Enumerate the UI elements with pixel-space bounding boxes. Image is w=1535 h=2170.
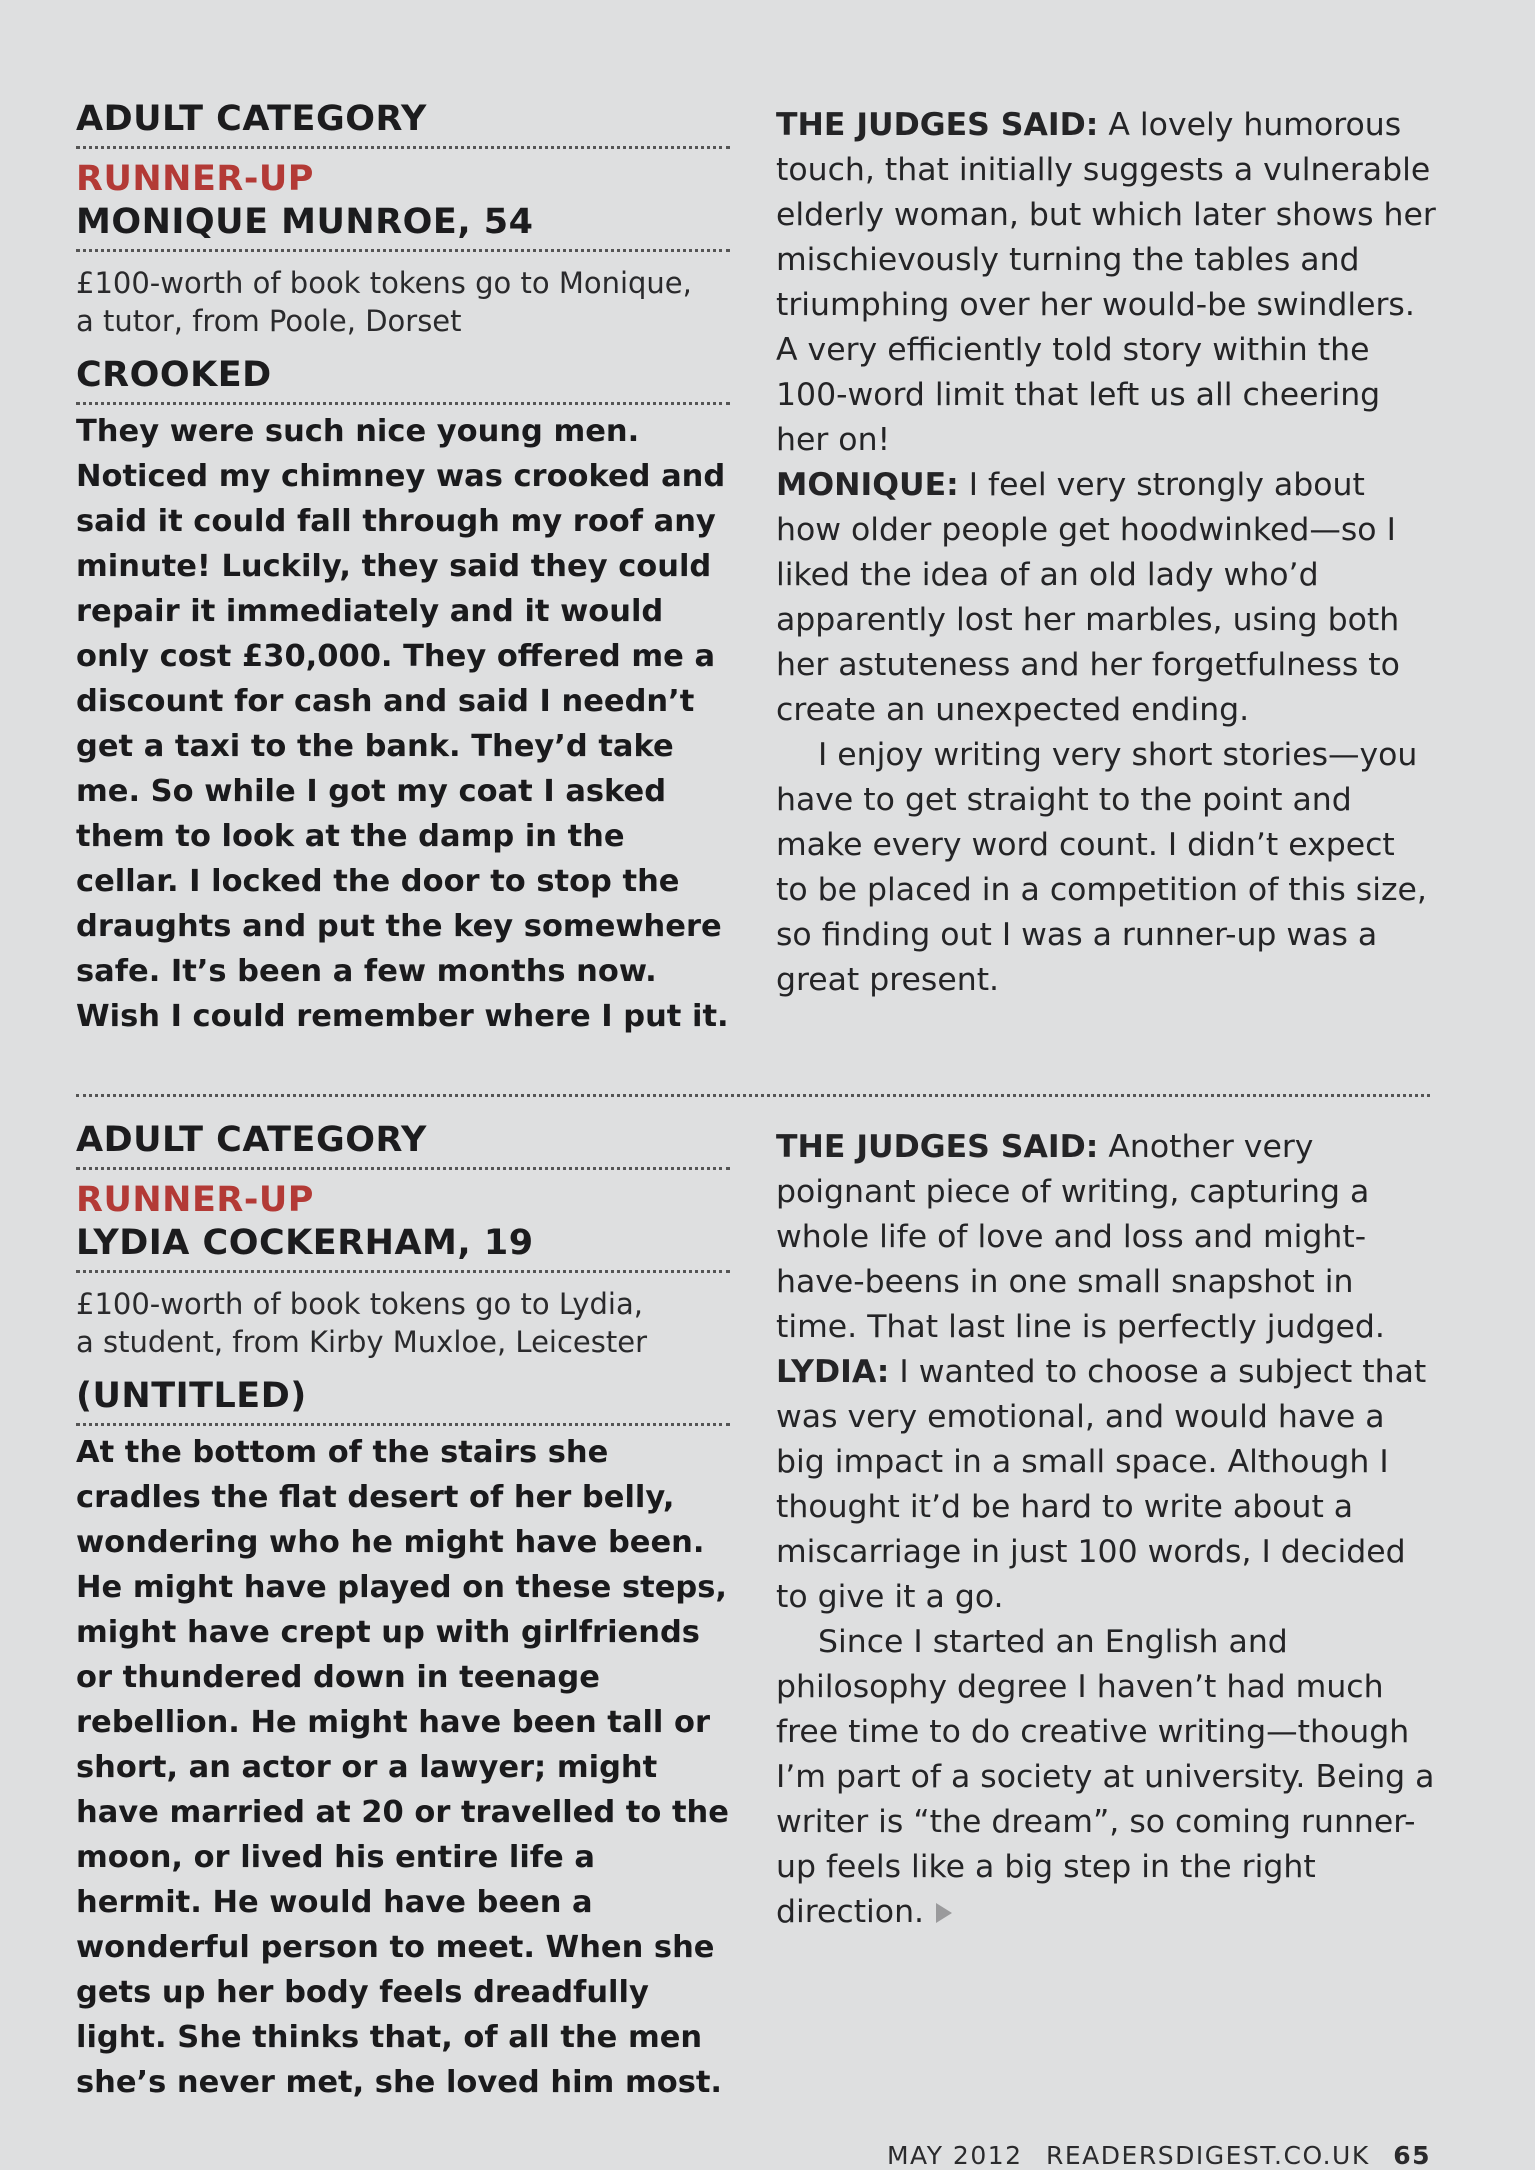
footer-site: READERSDIGEST.CO.UK (1046, 2141, 1370, 2170)
entry2-category: ADULT CATEGORY (76, 1119, 730, 1170)
entry1-judges-comment (776, 103, 1436, 463)
entry1-story-text: They were such nice young men. Noticed my chimney was crooked and said it could fall through my roof any minute! Luckily, they said they could repair it immediately and it would only cost £30,000. They offered me a discount for cash and said I needn’t get a taxi to the bank. They’d take me. So while I got my coat I asked them to look at the damp in the cellar. I locked the door to stop the draughts and put the key somewhere safe. It’s been a few months now. Wish I could remember where I put it. (76, 414, 729, 1034)
entry1-author-text: I feel very strongly about how older people get hoodwinked—so I liked the idea of an old lady who’d apparently lost her marbles, using both her astuteness and her forgetfulness to create an unexpected ending. (776, 467, 1400, 728)
entry2-story-text: At the bottom of the stairs she cradles the flat desert of her belly, wondering who he might have been. He might have played on these steps, might have crept up with girlfriends or thundered down in teenage rebellion. He might have been tall or short, an actor or a lawyer; might have married at 20 or travelled to the moon, or lived his entire life a hermit. He would have been a wonderful person to meet. When she gets up her body feels dreadfully light. She thinks that, of all the men she’s never met, she loved him most. (76, 1435, 729, 2100)
page-footer (887, 2141, 1431, 2170)
entry2-judges-label: THE JUDGES SAID: (776, 1129, 1099, 1165)
entry1-prize-line2: a tutor, from Poole, Dorset (76, 304, 462, 338)
entry2-prize (76, 1285, 730, 1361)
entry1-author-comment-2: I enjoy writing very short stories—you have to get straight to the point and make every word count. I didn’t expect to be placed in a competition of this size, so finding out I was a runner-up was a great present. (776, 737, 1427, 998)
entry1-right-column (776, 103, 1436, 1003)
entry1-judges-label: THE JUDGES SAID: (776, 107, 1099, 143)
entry2-left-column (76, 1119, 730, 2105)
entry1-story-title: CROOKED (76, 354, 730, 405)
entry1-judges-text: A lovely humorous touch, that initially suggests a vulnerable elderly woman, but which later shows her mischievously turning the tables and triumphing over her would-be swindlers. A very efficiently told story within the 100-word limit that left us all cheering her on! (776, 107, 1436, 458)
entry1-award: RUNNER-UP (76, 159, 314, 199)
page-number: 65 (1393, 2141, 1431, 2170)
continue-arrow-icon (936, 1903, 952, 1923)
entry2-author-label: LYDIA: (776, 1354, 890, 1390)
entry2-award: RUNNER-UP (76, 1180, 314, 1220)
entry2-right-column (776, 1125, 1436, 1935)
entry2-author-text-2: Since I started an English and philosophy degree I haven’t had much free time to do creative writing—though I’m part of a society at university. Being a writer is “the dream”, so coming runner-up feels like a big step in the right direction. (776, 1624, 1435, 1930)
entry2-judges-text: Another very poignant piece of writing, capturing a whole life of love and loss and might-have-beens in one small snapshot in time. That last line is perfectly judged. (776, 1129, 1385, 1345)
entry2-prize-line2: a student, from Kirby Muxloe, Leicester (76, 1325, 647, 1359)
entry2-author-text: I wanted to choose a subject that was very emotional, and would have a big impact in a small space. Although I thought it’d be hard to write about a miscarriage in just 100 words, I decided to give it a go. (776, 1354, 1427, 1615)
entry2-story-title: (UNTITLED) (76, 1375, 730, 1426)
entry1-category: ADULT CATEGORY (76, 98, 730, 149)
section-divider (76, 1094, 1430, 1097)
entry2-author-comment (776, 1350, 1436, 1620)
entry1-left-column (76, 98, 730, 1039)
entry2-author-comment-2 (776, 1620, 1436, 1935)
entry1-prize (76, 264, 730, 340)
entry2-prize-line1: £100-worth of book tokens go to Lydia, (76, 1287, 643, 1321)
footer-issue: MAY 2012 (886, 2141, 1023, 2170)
entry1-author-comment (776, 463, 1436, 733)
entry1-author-name: MONIQUE MUNROE, 54 (76, 201, 730, 252)
entry1-prize-line1: £100-worth of book tokens go to Monique, (76, 266, 692, 300)
entry1-author-label: MONIQUE: (776, 467, 959, 503)
entry2-judges-comment (776, 1125, 1436, 1350)
entry2-author-name: LYDIA COCKERHAM, 19 (76, 1222, 730, 1273)
